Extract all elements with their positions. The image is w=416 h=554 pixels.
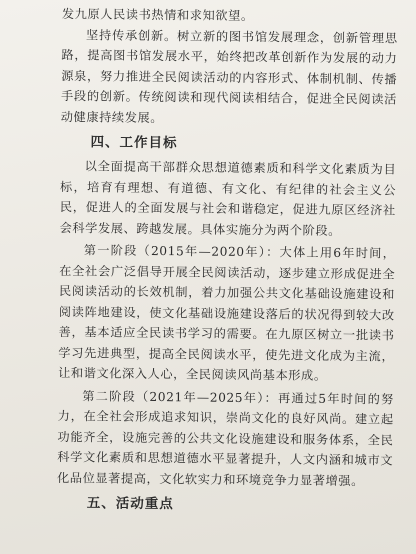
section-heading-activity-focus: 五、活动重点 <box>86 495 174 513</box>
paragraph-inherit-innovate: 坚持传承创新。树立新的图书馆发展理念，创新管理思路，提高图书馆发展水平，始终把改革创新作为发展的动力源泉，努力推进全民阅读活动的内容形式、体制机制、传播手段的创新。传统阅读和现代阅读相结合，促进全民阅读活动健康持续发展。 <box>60 27 398 125</box>
paragraph-phase-one: 第一阶段（2015年—2020年）：大体上用6年时间，在全社会广泛倡导开展全民阅读活动，逐步建立形成促进全民阅读活动的长效机制，着力加强公共文化基础设施建设和阅读阵地建设，使文化基础设施建设落后的状况得到较大改善，基本适应全民读书学习的需要。在九原区树立一批读书学习先进典型，提高全民阅读水平，使先进文化成为主流，让和谐文化深入人心，全民阅读风尚基本形成。 <box>58 243 396 383</box>
section-heading-work-goals: 四、工作目标 <box>90 134 178 152</box>
paragraph-reading-desire: 发九原人民读书热情和求知欲望。 <box>61 6 254 24</box>
paragraph-phase-two: 第二阶段（2021年—2025年）：再通过5年时间的努力，在全社会形成追求知识，崇尚文化的良好风尚。建立起功能齐全，设施完善的公共文化设施建设和服务体系，全民科学文化素质和思想道德水平显著提升，人文内涵和城市文化品位显著提高，文化软实力和环境竞争力显著增强。 <box>56 388 394 488</box>
paragraph-goals-intro: 以全面提高干部群众思想道德素质和科学文化素质为目标，培育有理想、有道德、有文化、有纪律的社会主义公民，促进人的全面发展与社会和谐稳定，促进九原区经济社会科学发展、跨越发展。具体实施分为两个阶段。 <box>59 159 397 238</box>
document-page <box>57 4 398 520</box>
